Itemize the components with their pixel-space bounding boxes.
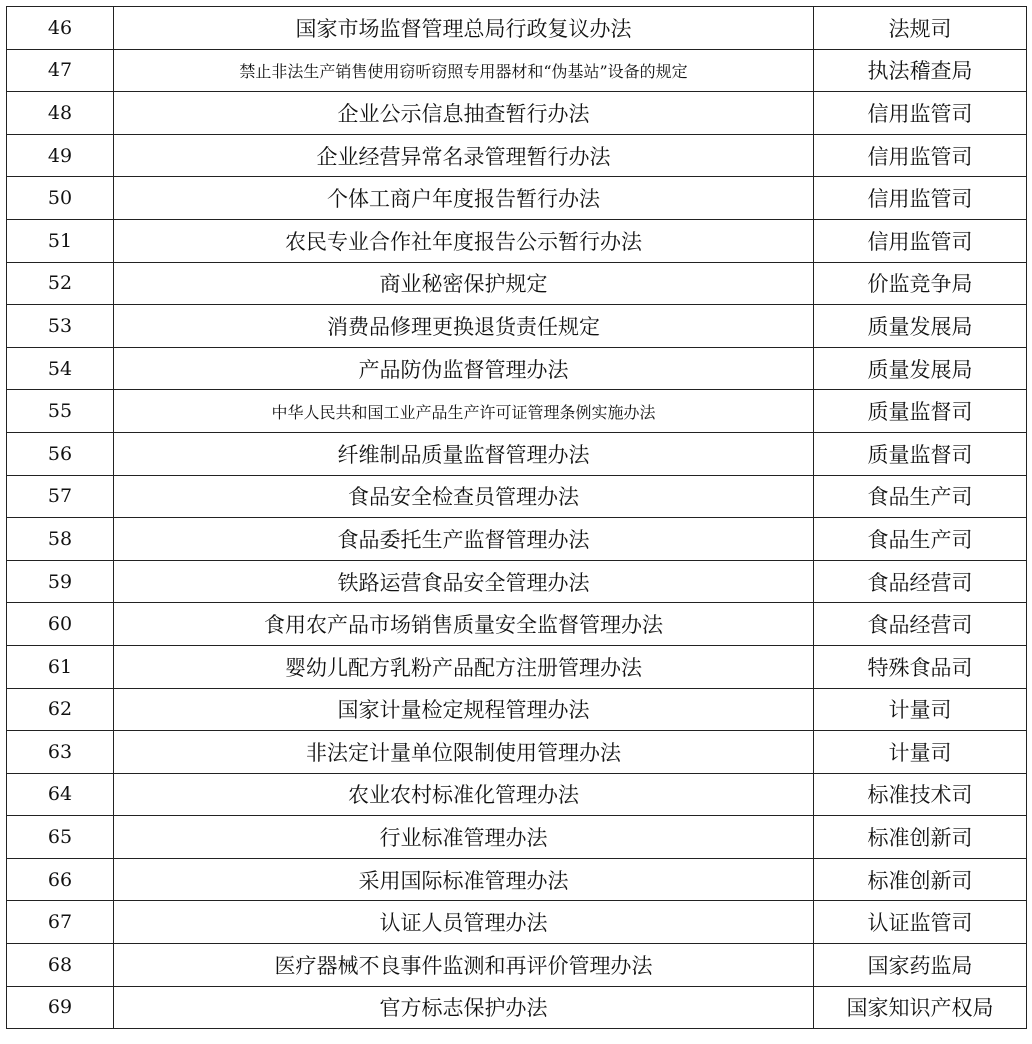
regulation-title: 食品安全检查员管理办法 — [114, 475, 814, 518]
regulation-title: 婴幼儿配方乳粉产品配方注册管理办法 — [114, 645, 814, 688]
department: 信用监管司 — [814, 134, 1027, 177]
table-row — [7, 901, 1027, 944]
table-row — [7, 347, 1027, 390]
row-number: 58 — [7, 518, 114, 561]
row-number: 62 — [7, 688, 114, 731]
row-number: 48 — [7, 92, 114, 135]
regulation-title: 食品委托生产监督管理办法 — [114, 518, 814, 561]
department: 质量监督司 — [814, 432, 1027, 475]
department: 食品生产司 — [814, 475, 1027, 518]
row-number: 67 — [7, 901, 114, 944]
table-row — [7, 475, 1027, 518]
table-row — [7, 262, 1027, 305]
row-number: 65 — [7, 816, 114, 859]
regulation-title: 食用农产品市场销售质量安全监督管理办法 — [114, 603, 814, 646]
table-row — [7, 816, 1027, 859]
row-number: 64 — [7, 773, 114, 816]
row-number: 46 — [7, 7, 114, 50]
table-row — [7, 219, 1027, 262]
department: 质量发展局 — [814, 305, 1027, 348]
department: 特殊食品司 — [814, 645, 1027, 688]
row-number: 54 — [7, 347, 114, 390]
regulation-title: 国家计量检定规程管理办法 — [114, 688, 814, 731]
row-number: 47 — [7, 49, 114, 92]
table-row — [7, 560, 1027, 603]
row-number: 63 — [7, 731, 114, 774]
department: 认证监管司 — [814, 901, 1027, 944]
regulations-table — [6, 6, 1027, 1029]
department: 食品经营司 — [814, 603, 1027, 646]
row-number: 50 — [7, 177, 114, 220]
department: 法规司 — [814, 7, 1027, 50]
table-row — [7, 390, 1027, 433]
department: 食品经营司 — [814, 560, 1027, 603]
table-row — [7, 858, 1027, 901]
row-number: 66 — [7, 858, 114, 901]
department: 标准技术司 — [814, 773, 1027, 816]
regulation-title: 农民专业合作社年度报告公示暂行办法 — [114, 219, 814, 262]
regulation-title: 非法定计量单位限制使用管理办法 — [114, 731, 814, 774]
regulations-table-body — [7, 7, 1027, 1029]
row-number: 60 — [7, 603, 114, 646]
regulation-title: 农业农村标准化管理办法 — [114, 773, 814, 816]
regulation-title: 官方标志保护办法 — [114, 986, 814, 1029]
regulation-title: 企业经营异常名录管理暂行办法 — [114, 134, 814, 177]
table-row — [7, 645, 1027, 688]
row-number: 49 — [7, 134, 114, 177]
table-row — [7, 603, 1027, 646]
table-row — [7, 7, 1027, 50]
table-row — [7, 518, 1027, 561]
table-row — [7, 49, 1027, 92]
regulation-title: 纤维制品质量监督管理办法 — [114, 432, 814, 475]
regulation-title: 消费品修理更换退货责任规定 — [114, 305, 814, 348]
row-number: 59 — [7, 560, 114, 603]
regulation-title: 企业公示信息抽查暂行办法 — [114, 92, 814, 135]
regulation-title: 国家市场监督管理总局行政复议办法 — [114, 7, 814, 50]
department: 信用监管司 — [814, 92, 1027, 135]
regulation-title: 中华人民共和国工业产品生产许可证管理条例实施办法 — [114, 390, 814, 433]
table-row — [7, 688, 1027, 731]
table-row — [7, 92, 1027, 135]
row-number: 53 — [7, 305, 114, 348]
row-number: 57 — [7, 475, 114, 518]
department: 国家知识产权局 — [814, 986, 1027, 1029]
department: 食品生产司 — [814, 518, 1027, 561]
department: 执法稽查局 — [814, 49, 1027, 92]
row-number: 55 — [7, 390, 114, 433]
department: 质量监督司 — [814, 390, 1027, 433]
row-number: 52 — [7, 262, 114, 305]
regulation-title: 产品防伪监督管理办法 — [114, 347, 814, 390]
table-row — [7, 432, 1027, 475]
table-row — [7, 986, 1027, 1029]
regulation-title: 医疗器械不良事件监测和再评价管理办法 — [114, 944, 814, 987]
row-number: 68 — [7, 944, 114, 987]
department: 质量发展局 — [814, 347, 1027, 390]
row-number: 69 — [7, 986, 114, 1029]
table-row — [7, 731, 1027, 774]
department: 标准创新司 — [814, 858, 1027, 901]
department: 计量司 — [814, 731, 1027, 774]
row-number: 51 — [7, 219, 114, 262]
table-row — [7, 944, 1027, 987]
row-number: 61 — [7, 645, 114, 688]
department: 国家药监局 — [814, 944, 1027, 987]
department: 信用监管司 — [814, 219, 1027, 262]
table-row — [7, 134, 1027, 177]
department: 价监竞争局 — [814, 262, 1027, 305]
department: 信用监管司 — [814, 177, 1027, 220]
table-row — [7, 177, 1027, 220]
regulation-title: 个体工商户年度报告暂行办法 — [114, 177, 814, 220]
department: 标准创新司 — [814, 816, 1027, 859]
table-row — [7, 773, 1027, 816]
regulation-title: 行业标准管理办法 — [114, 816, 814, 859]
row-number: 56 — [7, 432, 114, 475]
regulation-title: 认证人员管理办法 — [114, 901, 814, 944]
regulation-title: 禁止非法生产销售使用窃听窃照专用器材和“伪基站”设备的规定 — [114, 49, 814, 92]
regulation-title: 商业秘密保护规定 — [114, 262, 814, 305]
regulation-title: 采用国际标准管理办法 — [114, 858, 814, 901]
regulation-title: 铁路运营食品安全管理办法 — [114, 560, 814, 603]
department: 计量司 — [814, 688, 1027, 731]
table-row — [7, 305, 1027, 348]
